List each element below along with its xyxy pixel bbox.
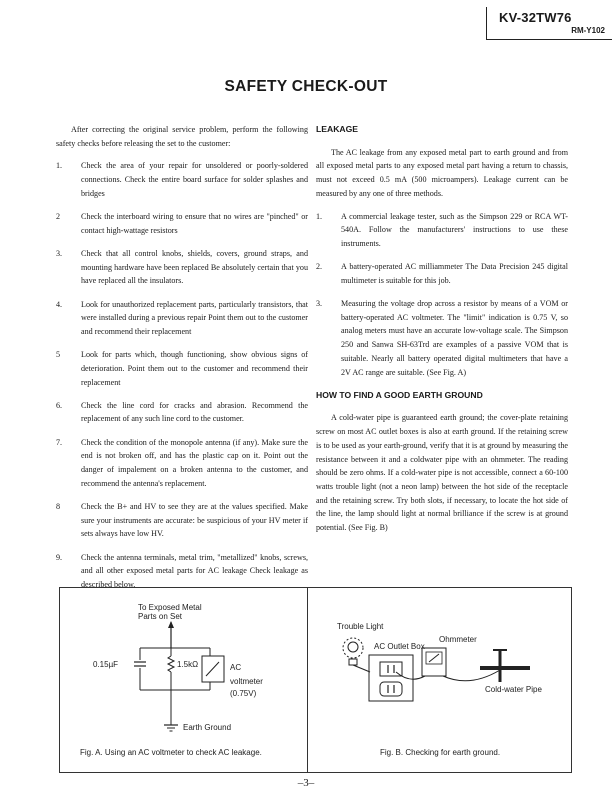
model-number: KV-32TW76 <box>499 10 572 25</box>
ground-label: Earth Ground <box>183 723 232 732</box>
right-column <box>316 123 568 544</box>
list-item <box>56 348 308 389</box>
item-number: 5 <box>56 350 61 360</box>
item-text: Check the antenna terminals, metal trim, "metallized" knobs, screws, and all other exposed metal parts for AC leakage Check leakage as described below. <box>81 552 308 589</box>
item-text: Measuring the voltage drop across a resistor by means of a VOM or battery-operated AC voltmeter. The "limit" indication is 0.75 V, so analog meters must have an accurate low-voltage scale. The Simpson 250 and Sanwa SH-63Trd are examples of a passive VOM that is suitable. Nearly all battery operated digital multimeters that have a 2V AC range are suitable. (See Fig. A) <box>341 299 568 377</box>
list-item <box>316 297 568 379</box>
page-title: SAFETY CHECK-OUT <box>224 78 388 95</box>
ohmmeter-label: Ohmmeter <box>439 635 477 644</box>
item-number: 1. <box>56 161 63 171</box>
leakage-intro: The AC leakage from any exposed metal part to earth ground and from all exposed metal parts to any exposed metal part having a return to chassis, must not exceed 0.5 mA (500 microampers). Leakage current can be measured by any one of three methods. <box>316 147 568 198</box>
item-number: 3. <box>316 299 323 309</box>
earth-ground-heading: HOW TO FIND A GOOD EARTH GROUND <box>316 389 483 400</box>
page-number: –3– <box>297 777 315 789</box>
item-number: 2. <box>316 262 323 272</box>
leakage-heading: LEAKAGE <box>316 124 359 134</box>
item-number: 6. <box>56 400 63 410</box>
leakage-methods-list <box>316 210 568 380</box>
item-number: 9. <box>56 552 63 562</box>
list-item <box>56 159 308 200</box>
outlet-box-label: AC Outlet Box <box>374 642 425 651</box>
outlet-socket-icon <box>380 682 402 696</box>
item-number: 7. <box>56 437 63 447</box>
item-text: Check the line cord for cracks and abrasion. Recommend the replacement of any such line cord to the customer. <box>81 400 308 424</box>
list-item <box>56 210 308 237</box>
fig-b-caption: Fig. B. Checking for earth ground. <box>380 748 501 757</box>
list-item <box>316 260 568 287</box>
list-item <box>56 500 308 541</box>
trouble-light-label: Trouble Light <box>337 622 384 631</box>
left-column <box>56 123 308 601</box>
arrow-up-icon <box>168 621 174 628</box>
figure-divider <box>307 587 308 772</box>
intro-paragraph: After correcting the original service problem, perform the following safety checks before releasing the set to the customer: <box>56 125 308 148</box>
item-text: Look for unauthorized replacement parts, particularly transistors, that were installed during a previous repair Point them out to the customer and recommend their replacement <box>81 299 308 336</box>
item-text: Check the condition of the monopole antenna (if any). Make sure the end is not broken off, and has the plastic cap on it. Point out the danger of impalement on a broken antenna to the customer, and recommend the antenna's replacement. <box>81 437 308 488</box>
fig-b-diagram <box>337 622 542 757</box>
item-text: Check the B+ and HV to see they are at the values specified. Make sure your instruments are accurate: be suspicious of your HV meter if sets always have low HV. <box>81 501 308 539</box>
list-item <box>56 298 308 339</box>
capacitor-label: 0.15µF <box>93 660 119 669</box>
item-text: A battery-operated AC milliammeter The Data Precision 245 digital multimeter is suitable for this job. <box>341 262 568 285</box>
list-item <box>56 247 308 288</box>
list-item <box>56 399 308 426</box>
list-item <box>56 436 308 491</box>
fig-a-exposed-label-1: To Exposed Metal <box>138 603 202 612</box>
item-number: 2 <box>56 212 61 222</box>
earth-ground-paragraph: A cold-water pipe is guaranteed earth ground; the cover-plate retaining screw on most AC outlet boxes is also at earth ground. If the retaining screw is to be used as your earth-ground, verify that it is at ground by measuring the resistance between it and a coldwater pipe with an ohmmeter. The reading should be zero ohms. If a cold-water pipe is not accessible, connect a 60-100 watts trouble light (not a neon lamp) between the hot side of the receptacle and the retaining screw. Try both slots, if necessary, to locate the hot side of the line, the lamp should light at normal brilliance if the screw is at ground potential. (See Fig. B) <box>316 413 568 533</box>
remote-model: RM-Y102 <box>571 26 605 35</box>
item-text: Look for parts which, though functioning, show obvious signs of deterioration. Point them out to the customer and recommend their replacement <box>81 350 308 387</box>
item-number: 4. <box>56 299 63 309</box>
meter-label-2: voltmeter <box>230 677 263 686</box>
model-header-box <box>486 7 612 40</box>
item-number: 1. <box>316 211 323 221</box>
safety-check-list <box>56 159 308 591</box>
trouble-light-icon <box>343 638 363 658</box>
fig-a-diagram <box>80 603 263 757</box>
meter-label-3: (0.75V) <box>230 689 257 698</box>
figures-drawing <box>60 588 571 772</box>
item-number: 8 <box>56 501 61 511</box>
meter-label-1: AC <box>230 663 242 672</box>
list-item <box>316 210 568 251</box>
pipe-label: Cold-water Pipe <box>485 685 542 694</box>
item-text: Check the interboard wiring to ensure that no wires are "pinched" or contact high-wattage resistors <box>81 212 308 235</box>
list-item <box>56 551 308 592</box>
item-number: 3. <box>56 248 63 258</box>
fig-a-caption: Fig. A. Using an AC voltmeter to check AC leakage. <box>80 748 262 757</box>
fig-a-exposed-label-2: Parts on Set <box>138 612 183 621</box>
figures-box <box>59 587 572 773</box>
resistor-label: 1.5kΩ <box>177 660 199 669</box>
item-text: Check that all control knobs, shields, covers, ground straps, and mounting hardware have been replaced Be absolutely certain that you have replaced all the insulators. <box>81 248 308 286</box>
item-text: Check the area of your repair for unsoldered or poorly-soldered connections. Check the entire board surface for solder splashes and bridges <box>81 161 308 198</box>
resistor-icon <box>168 656 174 672</box>
item-text: A commercial leakage tester, such as the Simpson 229 or RCA WT-540A. Follow the manufacturers' instructions to use these instruments. <box>341 211 568 248</box>
